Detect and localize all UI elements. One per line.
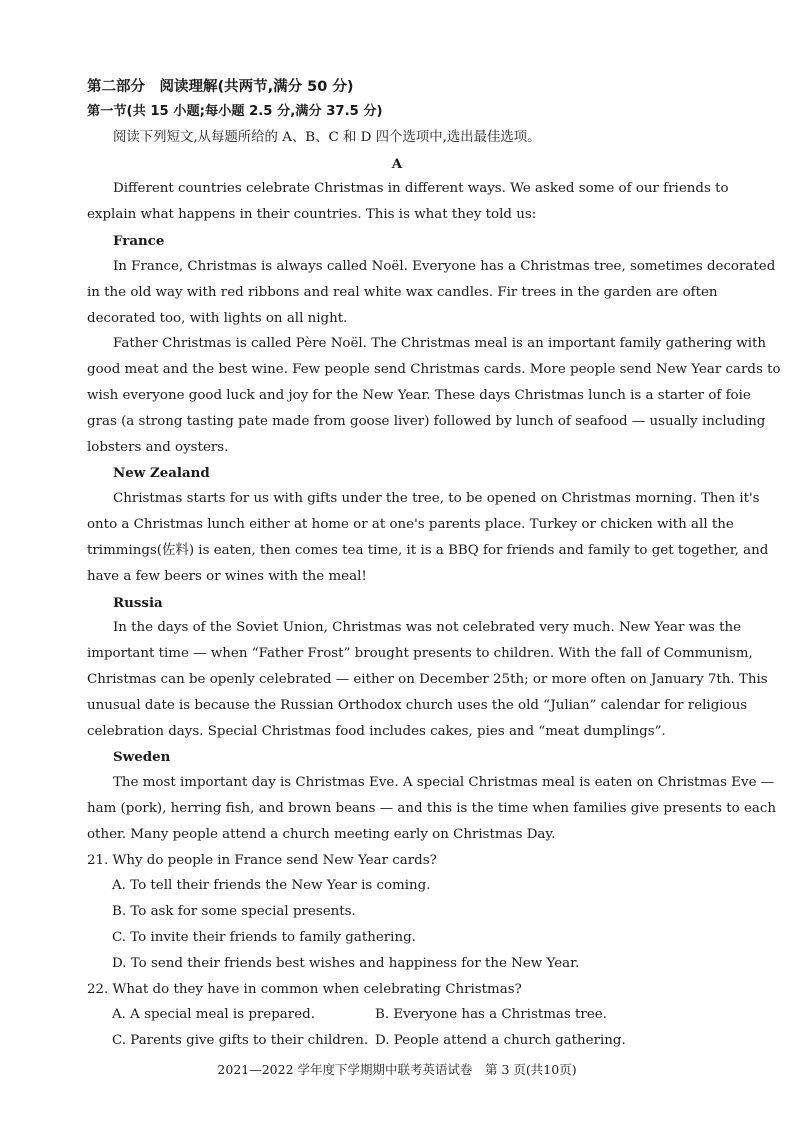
france-line: Father Christmas is called Père Noël. The Christmas meal is an important family gathering with xyxy=(113,336,767,351)
intro-line: explain what happens in their countries. This is what they told us: xyxy=(87,207,537,222)
section-subtitle: 第一节(共 15 小题;每小题 2.5 分,满分 37.5 分) xyxy=(87,104,383,119)
nz-line: trimmings(佐料) is eaten, then comes tea time, it is a BBQ for friends and family to get together, and xyxy=(87,543,769,558)
heading-new-zealand: New Zealand xyxy=(113,465,210,481)
question-21-stem: 21. Why do people in France send New Year cards? xyxy=(87,853,437,868)
heading-france: France xyxy=(113,233,165,249)
france-line: good meat and the best wine. Few people send Christmas cards. More people send New Year cards to xyxy=(87,362,781,377)
sweden-line: ham (pork), herring fish, and brown beans — and this is the time when families give presents to each xyxy=(87,801,776,816)
france-line: lobsters and oysters. xyxy=(87,440,229,455)
question-21-option-d: D. To send their friends best wishes and happiness for the New Year. xyxy=(112,956,580,971)
france-line: gras (a strong tasting pate made from goose liver) followed by lunch of seafood — usually including xyxy=(87,414,766,429)
instruction: 阅读下列短文,从每题所给的 A、B、C 和 D 四个选项中,选出最佳选项。 xyxy=(113,130,541,145)
question-22-option-d: D. People attend a church gathering. xyxy=(375,1033,626,1048)
russia-line: Christmas can be openly celebrated — either on December 25th; or more often on January 7th. This xyxy=(87,672,768,687)
france-line: in the old way with red ribbons and real white wax candles. Fir trees in the garden are often xyxy=(87,285,718,300)
heading-sweden: Sweden xyxy=(113,749,171,765)
russia-line: celebration days. Special Christmas food includes cakes, pies and “meat dumplings”. xyxy=(87,724,666,739)
sweden-line: other. Many people attend a church meeting early on Christmas Day. xyxy=(87,827,556,842)
russia-line: unusual date is because the Russian Orthodox church uses the old “Julian” calendar for religious xyxy=(87,698,748,713)
france-line: decorated too, with lights on all night. xyxy=(87,311,348,326)
page-footer: 2021—2022 学年度下学期期中联考英语试卷 第 3 页(共10页) xyxy=(217,1062,577,1077)
nz-line: have a few beers or wines with the meal! xyxy=(87,569,367,584)
question-22-option-a: A. A special meal is prepared. xyxy=(112,1007,315,1022)
passage-label: A xyxy=(391,156,403,172)
question-22-option-c: C. Parents give gifts to their children. xyxy=(112,1033,369,1048)
question-22-stem: 22. What do they have in common when celebrating Christmas? xyxy=(87,982,522,997)
question-21-option-b: B. To ask for some special presents. xyxy=(112,904,356,919)
question-21-option-c: C. To invite their friends to family gathering. xyxy=(112,930,416,945)
question-22-option-b: B. Everyone has a Christmas tree. xyxy=(375,1007,607,1022)
question-21-option-a: A. To tell their friends the New Year is coming. xyxy=(112,878,431,893)
russia-line: In the days of the Soviet Union, Christmas was not celebrated very much. New Year was the xyxy=(113,620,742,635)
france-line: In France, Christmas is always called Noël. Everyone has a Christmas tree, sometimes decorated xyxy=(113,259,776,274)
sweden-line: The most important day is Christmas Eve. A special Christmas meal is eaten on Christmas Eve — xyxy=(113,775,775,790)
russia-line: important time — when “Father Frost” brought presents to children. With the fall of Communism, xyxy=(87,646,753,661)
france-line: wish everyone good luck and joy for the New Year. These days Christmas lunch is a starter of foie xyxy=(87,388,751,403)
section-title: 第二部分 阅读理解(共两节,满分 50 分) xyxy=(87,79,354,95)
intro-line: Different countries celebrate Christmas in different ways. We asked some of our friends to xyxy=(113,181,729,196)
nz-line: onto a Christmas lunch either at home or at one's parents place. Turkey or chicken with all the xyxy=(87,517,734,532)
heading-russia: Russia xyxy=(113,595,163,611)
nz-line: Christmas starts for us with gifts under the tree, to be opened on Christmas morning. Then it's xyxy=(113,491,760,506)
